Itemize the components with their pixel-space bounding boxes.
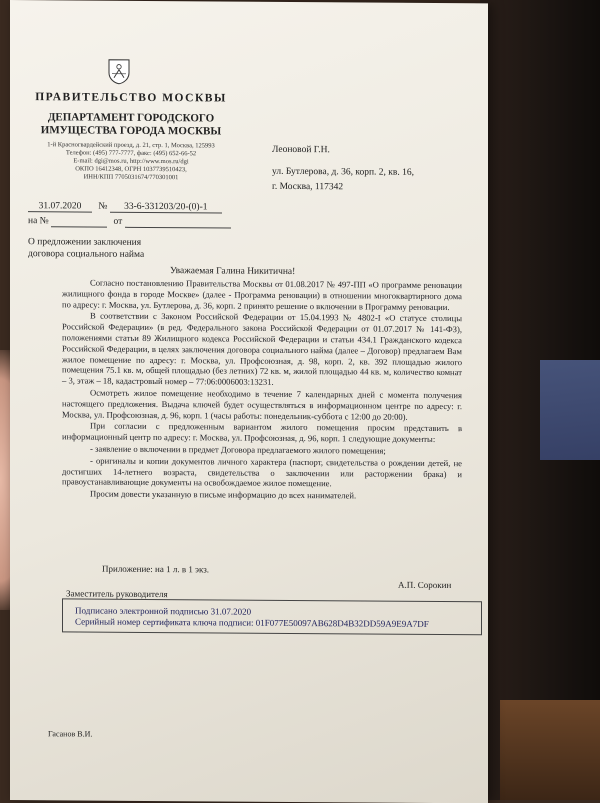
- subject-line1: О предложении заключения: [28, 237, 142, 248]
- contact-email: E-mail: dgi@mos.ru, http://www.mos.ru/dgi: [73, 157, 189, 166]
- outgoing-reference: [28, 201, 222, 213]
- paragraph-offer: В соответствии с Законом Российской Федерации от 15.04.1993 № 4802-I «О статусе столицы Российской Федерации» (в ред. Федерального закона Российской Федерации от 01.07.2017 № 141-ФЗ), положениями статьи 89 Жилищного кодекса Российской Федерации и статьи 434.1 Гражданского кодекса Российской Федерации, в целях заключения договора социального найма (далее – Договор) предлагаем Вам жилое помещение по адресу: г. Москва, ул. Профсоюзная, д. 98, корп. 2, кв. 392 площадью жилого помещения 75.1 кв. м, общей площадью (без летних) 72 кв. м, жилой площадью 44 кв. м, количество комнат – 3, этаж – 18, кадастровый номер – 77:06:0006003:13231.: [62, 310, 462, 388]
- contact-address: 1-й Красногвардейский проезд, д. 21, стр. 1, Москва, 125993: [47, 141, 215, 150]
- department-name-line2: ИМУЩЕСТВА ГОРОДА МОСКВЫ: [40, 124, 222, 138]
- letterhead-contacts: [26, 141, 236, 182]
- esignature-serial: Серийный номер сертификата ключа подписи: 01F077E50097AB628D4B32DD59A9E9A7DF: [75, 616, 429, 629]
- letter-number: 33-6-331203/20-(0)-1: [110, 202, 222, 214]
- performer-name: Гасанов В.И.: [48, 729, 93, 739]
- moscow-coat-of-arms-icon: [108, 59, 130, 85]
- recipient-name: Леоновой Г.Н.: [272, 144, 330, 156]
- department-name-line1: ДЕПАРТАМЕНТ ГОРОДСКОГО: [47, 111, 215, 125]
- background-blue-object: [540, 360, 600, 460]
- recipient-address-line1: ул. Бутлерова, д. 36, корп. 2, кв. 16,: [272, 166, 415, 178]
- document-item-application: - заявление о включении в предмет Договора предлагаемого жилого помещения;: [90, 443, 386, 456]
- incoming-number-blank: [51, 216, 107, 227]
- document-item-personal: - оригиналы и копии документов личного характера (паспорт, свидетельства о рождении детей, не достигших 14-летнего возраста, свидетельства о заключении или расторжении брака) и правоустанавливающие документы на освобождаемое жилое помещение.: [62, 455, 462, 489]
- letter-subject: [28, 236, 144, 261]
- number-label: №: [98, 201, 108, 212]
- esignature-date: Подписано электронной подписью 31.07.2020: [75, 605, 252, 617]
- letter-body: [62, 277, 462, 503]
- org-name: ПРАВИТЕЛЬСТВО МОСКВЫ: [35, 91, 227, 105]
- attachment-note: Приложение: на 1 л. в 1 экз.: [102, 563, 210, 575]
- incoming-date-blank: [125, 217, 231, 229]
- electronic-signature-stamp: [62, 598, 482, 635]
- salutation: Уважаемая Галина Никитична!: [170, 266, 296, 277]
- letter-date: 31.07.2020: [28, 201, 92, 212]
- paragraph-request: Просим довести указанную в письме информацию до всех нанимателей.: [90, 488, 357, 501]
- paragraph-inspection: Осмотреть жилое помещение необходимо в течение 7 календарных дней с момента получения настоящего предложения. Выдача ключей будет осуществляться в информационном центре по адресу: г. Москва, ул. Профсоюзная, д. 96, корп. 1 (часы работы: понедельник-суббота с 12:00 до 20:00).: [62, 387, 462, 422]
- incoming-number-label: на №: [28, 216, 49, 227]
- deputy-title: Заместитель руководителя: [66, 588, 168, 600]
- signer-name: А.П. Сорокин: [398, 579, 452, 591]
- background-wood-surface: [500, 700, 600, 800]
- recipient-address-line2: г. Москва, 117342: [272, 181, 344, 193]
- contact-phone: Телефон: (495) 777-7777, факс: (495) 652-66-52: [65, 149, 197, 158]
- paragraph-documents: При согласии с предложенным вариантом жилого помещения просим представить в информационный центр по адресу: г. Москва, ул. Профсоюзная, д. 96, корп. 1 следующие документы:: [62, 420, 462, 445]
- contact-inn: ИНН/КПП 7705031674/770301001: [83, 173, 179, 182]
- incoming-reference: [28, 216, 231, 228]
- letter-sheet: [10, 0, 488, 803]
- paragraph-renovation: Согласно постановлению Правительства Москвы от 01.08.2017 № 497-ПП «О программе реновации жилищного фонда в городе Москве» (далее - Программа реновации) в отношении многоквартирного дома по адресу: г. Москва, ул. Бутлерова, д. 36, корп. 2 принято решение о включении в Программу реновации.: [62, 277, 462, 312]
- contact-okpo: ОКПО 16412348, ОГРН 1037739510423,: [75, 165, 187, 174]
- subject-line2: договора социального найма: [28, 249, 145, 260]
- incoming-date-label: от: [113, 216, 123, 227]
